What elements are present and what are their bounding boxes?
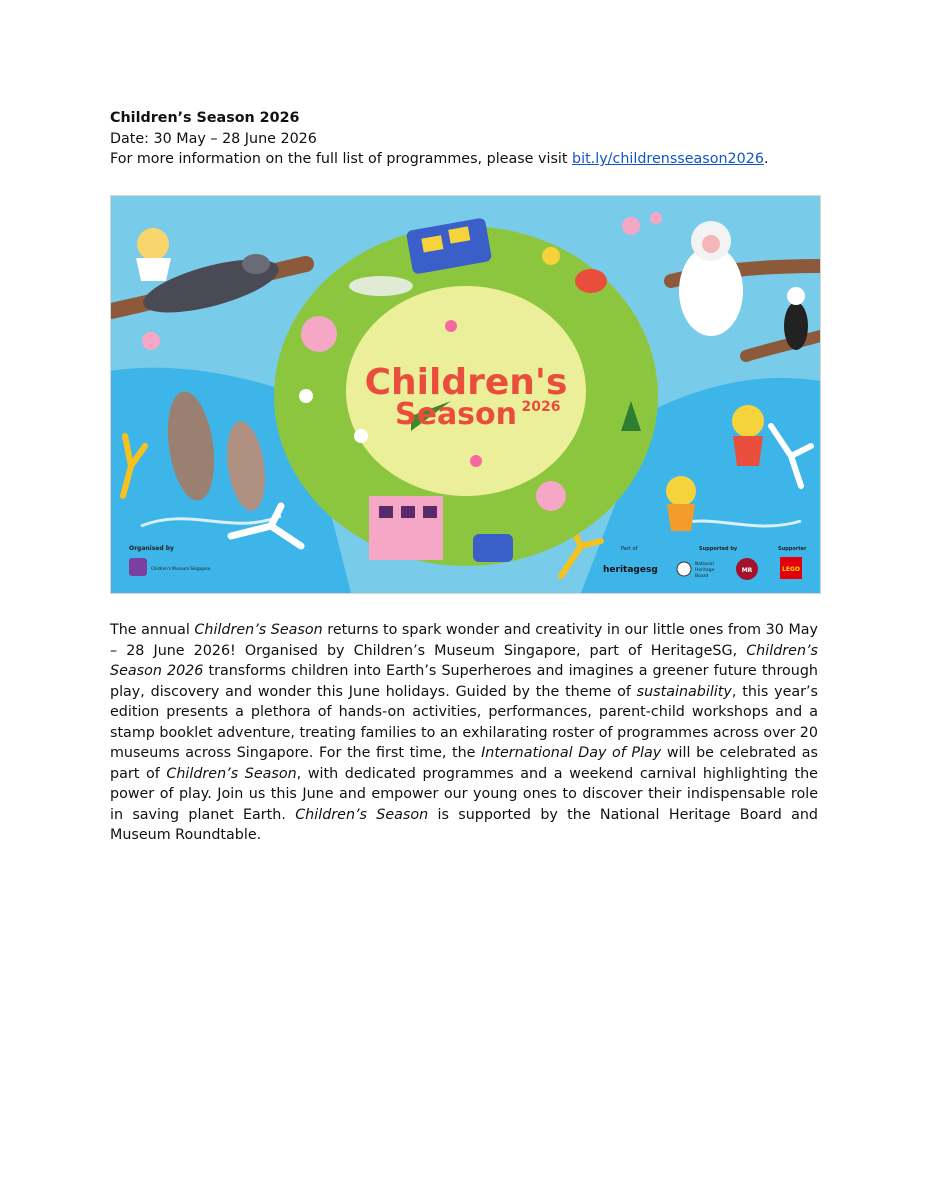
supporter-label: Supporter <box>778 546 807 552</box>
text-run: transforms children into Earth’s Superheroes and imagines a greener future through play, discovery and wonder this June holidays. Guided by the theme of <box>110 663 818 700</box>
nhb-logo-icon <box>677 562 691 576</box>
nhb-line1: National <box>695 562 714 567</box>
chef-character-icon <box>137 228 169 260</box>
hornbill-icon <box>784 302 808 350</box>
italic-run: Children’s Season 2026 <box>110 642 818 679</box>
text-run: The annual <box>110 622 195 638</box>
cloud-icon <box>349 276 413 296</box>
italic-run: International Day of Play <box>481 745 662 761</box>
shophouse-window-icon <box>401 506 415 518</box>
part-of-label: Part of <box>621 546 638 552</box>
white-flower-icon <box>354 429 368 443</box>
pangolin-head-icon <box>242 254 270 274</box>
heritagesg-logo: heritagesg <box>603 565 658 575</box>
logo-year: 2026 <box>521 399 561 415</box>
organised-by-label: Organised by <box>129 545 174 552</box>
pig-character-icon <box>536 481 566 511</box>
document-header <box>110 108 822 170</box>
hornbill-head-icon <box>787 287 805 305</box>
supported-by-label: Supported by <box>699 546 738 552</box>
cms-logo-icon <box>129 558 147 576</box>
italic-run: Children’s Season <box>194 622 323 638</box>
recycle-truck-icon <box>473 534 513 562</box>
programme-link[interactable]: bit.ly/childrensseason2026 <box>572 151 764 167</box>
nhb-line3: Board <box>695 574 709 579</box>
pink-flower-icon <box>142 332 160 350</box>
info-prefix: For more information on the full list of programmes, please visit <box>110 151 573 167</box>
logo-line2: Season <box>394 397 518 432</box>
pink-flower-icon <box>470 455 482 467</box>
text-run: will be celebrated as part of <box>110 745 818 782</box>
museum-roundtable-text: MR <box>741 567 753 574</box>
text-run: is supported by the National Heritage Board and Museum Roundtable. <box>110 806 818 843</box>
shophouse-icon <box>369 496 443 560</box>
monkey-face-icon <box>702 235 720 253</box>
shophouse-window-icon <box>423 506 437 518</box>
child-character-icon <box>732 405 764 437</box>
chef-body-icon <box>136 258 171 281</box>
red-bird-icon <box>575 269 607 293</box>
child-character-icon <box>666 476 696 506</box>
document-title: Children’s Season 2026 <box>110 110 300 126</box>
poster-illustration <box>111 196 820 593</box>
pink-flower-icon <box>650 212 662 224</box>
shophouse-window-icon <box>379 506 393 518</box>
bird-icon <box>542 247 560 265</box>
pink-flower-icon <box>445 320 457 332</box>
italic-run: Children’s Season <box>295 806 429 823</box>
text-run: returns to spark wonder and creativity in our little ones from 30 May – 28 June 2026! Organised by Children’s Museum Singapore, part of HeritageSG, <box>110 622 819 659</box>
text-run: , with dedicated programmes and a weekend carnival highlighting the power of play. Join us this June and empower our young ones to discover their indispensable role in saving planet Earth. <box>110 765 818 823</box>
italic-run: Children’s Season <box>166 765 297 782</box>
event-date: Date: 30 May – 28 June 2026 <box>110 130 317 147</box>
organiser-logo-text: Children's Museum Singapore <box>151 566 211 571</box>
description-paragraph <box>110 620 818 846</box>
child-body-icon <box>733 436 763 466</box>
logo-line1: Children's <box>364 362 568 403</box>
lego-text: LEGO <box>782 566 800 573</box>
nhb-line2: Heritage <box>695 568 715 573</box>
white-flower-icon <box>299 389 313 403</box>
info-line <box>110 149 822 170</box>
childrens-season-poster <box>110 195 821 594</box>
text-run: , this year’s edition presents a plethora of hands-on activities, performances, parent-child workshops and a stamp booklet adventure, treating families to an exhilarating roster of programmes across over 20 museums across Singapore. For the first time, the <box>110 683 818 761</box>
pig-character-icon <box>301 316 337 352</box>
info-suffix: . <box>763 151 769 167</box>
italic-run: sustainability <box>636 683 732 700</box>
pink-flower-icon <box>622 217 640 235</box>
child-body-icon <box>667 504 695 531</box>
